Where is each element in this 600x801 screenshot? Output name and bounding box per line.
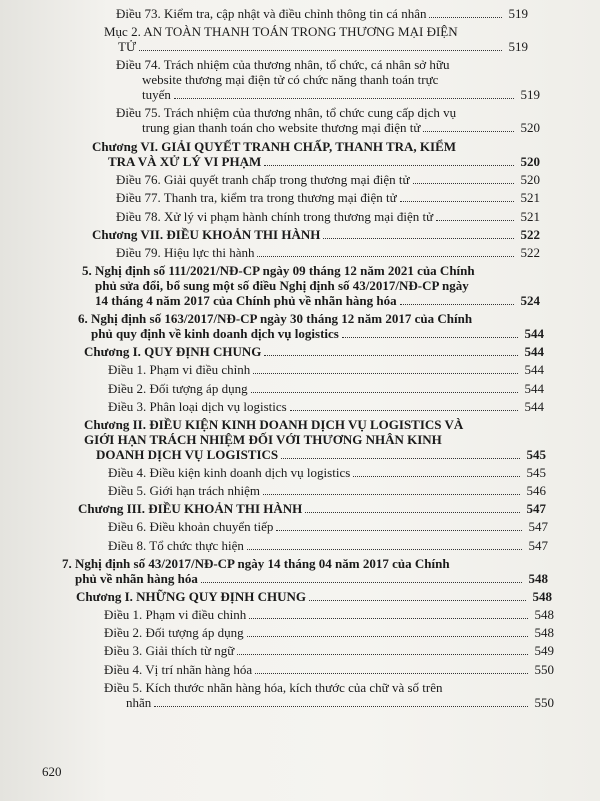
dot-leader	[436, 220, 514, 221]
toc-entry[interactable]	[0, 643, 600, 658]
toc-entry-page: 547	[526, 501, 546, 517]
dot-leader	[247, 636, 528, 637]
page-number: 620	[42, 764, 62, 779]
toc-entry-page: 544	[524, 362, 544, 378]
toc-entry-title: Điều 5. Kích thước nhãn hàng hóa, kích thước của chữ và số trên	[104, 679, 443, 695]
toc-entry-page: 547	[528, 537, 548, 553]
toc-entry-title-cont: phủ quy định về kinh doanh dịch vụ logistics	[91, 326, 339, 342]
toc-entry-title: Chương VI. GIẢI QUYẾT TRANH CHẤP, THANH TRA, KIỂM	[92, 139, 457, 155]
toc-entry-page: 544	[524, 398, 544, 414]
toc-chapter[interactable]	[0, 589, 600, 604]
toc-entry-title: Điều 3. Giải thích từ ngữ	[104, 643, 235, 659]
toc-entry-page: 549	[534, 643, 554, 659]
toc-entry-title-cont: phủ về nhãn hàng hóa	[75, 570, 198, 586]
toc-entry-title-cont: GIỚI HẠN TRÁCH NHIỆM ĐỐI VỚI THƯƠNG NHÂN KINH	[84, 431, 442, 447]
toc-entry-title: Điều 2. Đối tượng áp dụng	[104, 625, 244, 641]
toc-entry[interactable]	[0, 519, 600, 534]
toc-entry-title: Điều 1. Phạm vi điều chỉnh	[108, 362, 251, 378]
toc-entry[interactable]	[0, 6, 600, 21]
dot-leader	[251, 392, 518, 393]
dot-leader	[423, 131, 514, 132]
toc-entry[interactable]	[0, 483, 600, 498]
toc-entry-title-cont: TRA VÀ XỬ LÝ VI PHẠM	[108, 154, 262, 170]
toc-entry-page: 519	[508, 6, 528, 21]
toc-entry-title: Chương I. QUY ĐỊNH CHUNG	[84, 344, 262, 360]
toc-entry[interactable]	[0, 680, 600, 710]
dot-leader	[264, 355, 518, 356]
toc-entry[interactable]	[0, 538, 600, 553]
dot-leader	[353, 476, 520, 477]
toc-entry[interactable]	[0, 607, 600, 622]
dot-leader	[264, 165, 514, 166]
toc-entry-title: Điều 77. Thanh tra, kiểm tra trong thương mại điện tử	[116, 190, 397, 206]
dot-leader	[281, 458, 520, 459]
toc-entry-page: 544	[524, 380, 544, 396]
toc-entry-page: 520	[520, 154, 540, 170]
toc-entry-page: 519	[508, 39, 528, 55]
dot-leader	[255, 673, 528, 674]
dot-leader	[174, 98, 514, 99]
toc-entry-page: 544	[524, 326, 544, 342]
toc-entry-title: Điều 76. Giải quyết tranh chấp trong thương mại điện tử	[116, 172, 410, 188]
dot-leader	[257, 256, 514, 257]
toc-entry-title: Chương VII. ĐIỀU KHOẢN THI HÀNH	[92, 226, 321, 242]
toc-entry-title-cont: website thương mại điện tử có chức năng thanh toán trực	[142, 72, 439, 88]
dot-leader	[253, 373, 518, 374]
dot-leader	[201, 582, 522, 583]
toc-entry-title: Điều 4. Điều kiện kinh doanh dịch vụ logistics	[108, 464, 351, 480]
toc-entry[interactable]	[0, 245, 600, 260]
toc-chapter[interactable]	[0, 227, 600, 242]
toc-entry-title: Chương III. ĐIỀU KHOẢN THI HÀNH	[78, 501, 303, 517]
toc-chapter[interactable]	[0, 344, 600, 359]
toc-entry-title: Điều 79. Hiệu lực thi hành	[116, 244, 255, 260]
toc-entry-page: 548	[534, 607, 554, 622]
toc-entry[interactable]	[0, 381, 600, 396]
toc-entry[interactable]	[0, 57, 600, 102]
toc-entry-title: Điều 6. Điều khoản chuyển tiếp	[108, 519, 274, 535]
dot-leader	[413, 183, 514, 184]
dot-leader	[429, 17, 502, 18]
toc-entry-page: 547	[528, 519, 548, 535]
dot-leader	[342, 337, 518, 338]
toc-entry-title: Điều 1. Phạm vi điều chỉnh	[104, 607, 247, 622]
toc-entry-page: 548	[532, 588, 552, 604]
toc-entry-title: Điều 73. Kiểm tra, cập nhật và điều chỉnh thông tin cá nhân	[116, 6, 427, 21]
toc-chapter[interactable]	[0, 139, 600, 169]
toc-entry-title-cont: TỬ	[118, 39, 137, 55]
dot-leader	[323, 238, 514, 239]
dot-leader	[247, 549, 522, 550]
toc-entry-page: 522	[520, 244, 540, 260]
toc-entry-title: 6. Nghị định số 163/2017/NĐ-CP ngày 30 tháng 12 năm 2017 của Chính	[78, 311, 473, 327]
toc-entry-title: Điều 74. Trách nhiệm của thương nhân, tổ chức, cá nhân sở hữu	[116, 57, 450, 73]
table-of-contents	[0, 6, 600, 710]
toc-entry[interactable]	[0, 465, 600, 480]
toc-entry-page: 520	[520, 172, 540, 188]
toc-entry-page: 521	[520, 190, 540, 206]
toc-entry[interactable]	[0, 399, 600, 414]
toc-document[interactable]	[0, 556, 600, 586]
toc-chapter[interactable]	[0, 501, 600, 516]
toc-entry-page: 546	[526, 483, 546, 499]
toc-entry[interactable]	[0, 209, 600, 224]
toc-entry-page: 522	[520, 226, 540, 242]
toc-entry-page: 524	[520, 293, 540, 309]
toc-entry[interactable]	[0, 625, 600, 640]
toc-entry-title-cont: tuyến	[142, 87, 171, 103]
toc-entry-title-cont: DOANH DỊCH VỤ LOGISTICS	[96, 446, 279, 462]
toc-entry-page: 521	[520, 208, 540, 224]
dot-leader	[290, 410, 518, 411]
toc-entry-page: 545	[526, 446, 546, 462]
toc-entry-title: Chương I. NHỮNG QUY ĐỊNH CHUNG	[76, 588, 306, 604]
toc-chapter[interactable]	[0, 417, 600, 462]
toc-entry-title: Điều 4. Vị trí nhãn hàng hóa	[104, 661, 253, 677]
dot-leader	[249, 618, 528, 619]
toc-entry[interactable]	[0, 662, 600, 677]
toc-entry-title: Điều 5. Giới hạn trách nhiệm	[108, 483, 261, 499]
dot-leader	[276, 530, 522, 531]
toc-entry[interactable]	[0, 172, 600, 187]
dot-leader	[400, 304, 514, 305]
toc-entry-page: 550	[534, 694, 554, 710]
toc-entry[interactable]	[0, 190, 600, 205]
toc-entry-page: 545	[526, 464, 546, 480]
dot-leader	[139, 50, 502, 51]
toc-entry-title-cont: phủ sửa đổi, bổ sung một số điều Nghị định số 43/2017/NĐ-CP ngày	[95, 278, 469, 294]
toc-entry-title: Điều 75. Trách nhiệm của thương nhân, tổ chức cung cấp dịch vụ	[116, 105, 457, 121]
toc-entry-title-cont: 14 tháng 4 năm 2017 của Chính phủ về nhãn hàng hóa	[95, 293, 397, 309]
toc-entry-page: 520	[520, 120, 540, 136]
toc-document[interactable]	[0, 263, 600, 308]
toc-entry-page: 519	[520, 87, 540, 103]
toc-entry-title: 7. Nghị định số 43/2017/NĐ-CP ngày 14 tháng 04 năm 2017 của Chính	[62, 555, 450, 571]
toc-document[interactable]	[0, 311, 600, 341]
toc-entry-title: Mục 2. AN TOÀN THANH TOÁN TRONG THƯƠNG MẠI ĐIỆN	[104, 24, 458, 40]
toc-entry-title: Điều 3. Phân loại dịch vụ logistics	[108, 398, 287, 414]
toc-entry[interactable]	[0, 362, 600, 377]
dot-leader	[154, 706, 528, 707]
toc-entry-title: Điều 8. Tổ chức thực hiện	[108, 537, 244, 553]
toc-entry-page: 550	[534, 661, 554, 677]
dot-leader	[237, 654, 528, 655]
dot-leader	[305, 512, 520, 513]
dot-leader	[263, 494, 520, 495]
toc-entry-page: 548	[528, 570, 548, 586]
toc-entry[interactable]	[0, 24, 600, 54]
toc-entry-title-cont: nhãn	[126, 694, 152, 710]
toc-entry-title: Chương II. ĐIỀU KIỆN KINH DOANH DỊCH VỤ LOGISTICS VÀ	[84, 416, 464, 432]
dot-leader	[400, 201, 514, 202]
toc-entry-title: Điều 2. Đối tượng áp dụng	[108, 380, 248, 396]
toc-entry-page: 548	[534, 625, 554, 641]
toc-entry-title: Điều 78. Xử lý vi phạm hành chính trong thương mại điện tử	[116, 208, 434, 224]
toc-entry-page: 544	[524, 344, 544, 360]
toc-entry[interactable]	[0, 105, 600, 135]
dot-leader	[309, 600, 526, 601]
toc-entry-title: 5. Nghị định số 111/2021/NĐ-CP ngày 09 tháng 12 năm 2021 của Chính	[82, 263, 475, 279]
toc-entry-title-cont: trung gian thanh toán cho website thương mại điện tử	[142, 120, 421, 136]
